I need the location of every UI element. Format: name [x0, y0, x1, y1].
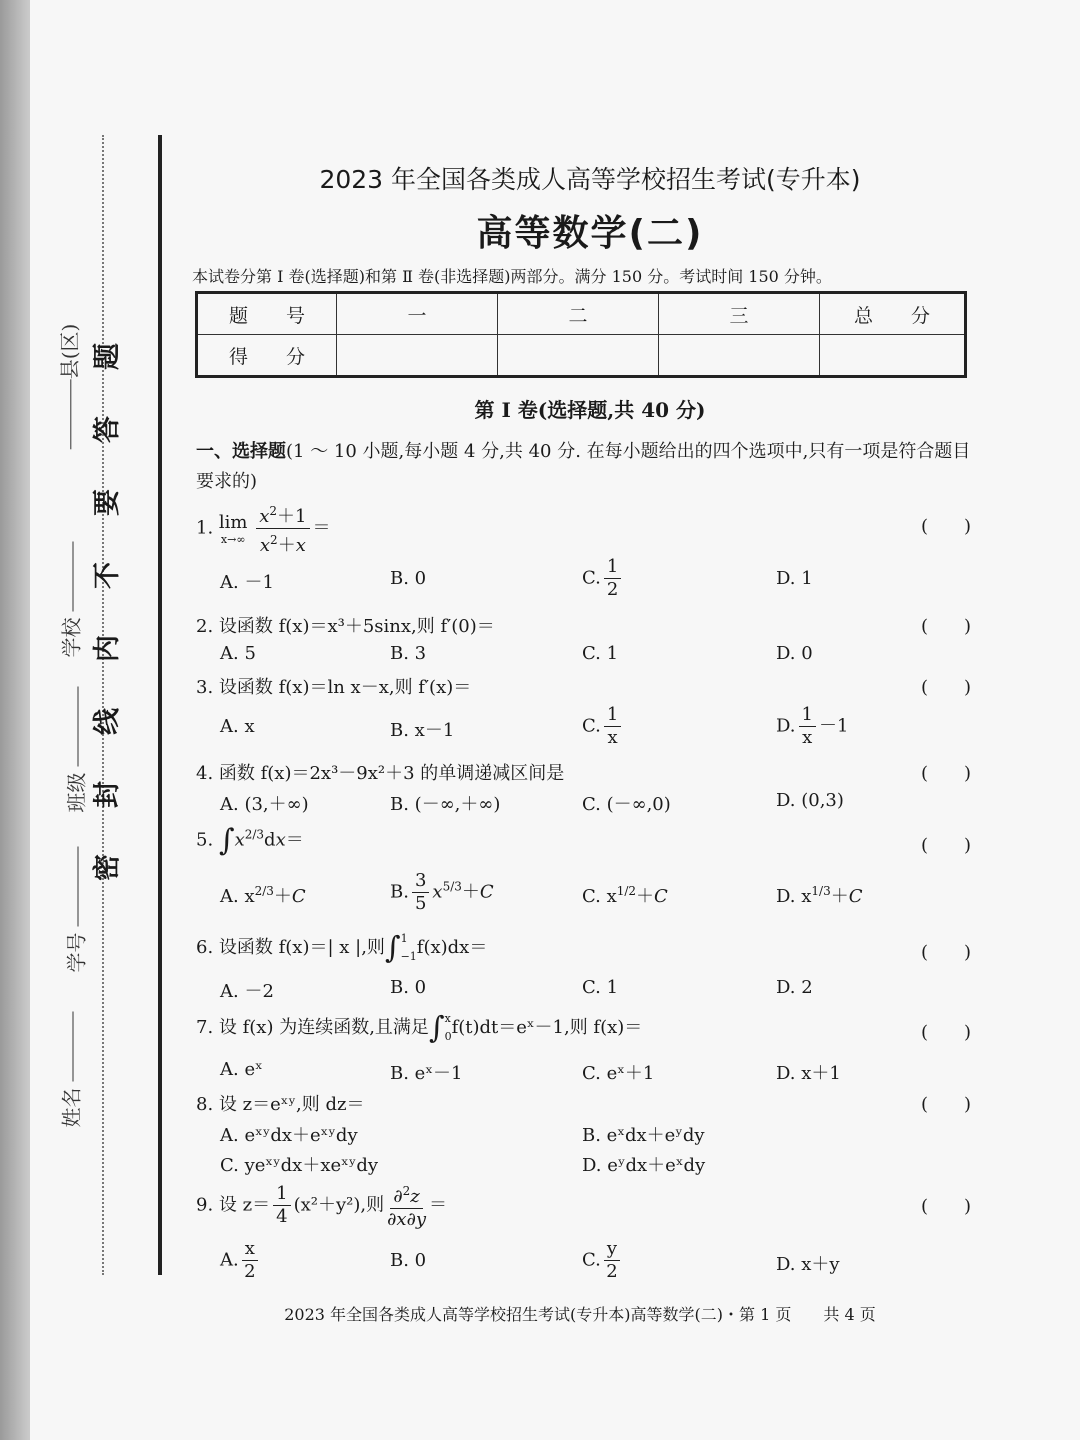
subject-title: 高等数学(二): [476, 213, 704, 254]
seal-char: 内: [91, 635, 123, 662]
q8-option-c: C. yeˣʸdx＋xeˣʸdy: [220, 1155, 379, 1176]
score-header-3: 三: [659, 293, 820, 335]
q3-option-c: C. $\frac{1}{x}$: [582, 704, 624, 749]
seal-char: 不: [91, 562, 123, 589]
question-7: 7. 设 f(x) 为连续函数,且满足∫ x 0 f(t)dt＝eˣ－1,则 f(x)＝ ( ): [196, 1010, 971, 1046]
q3-option-a: A. x: [220, 716, 255, 737]
q6-option-c: C. 1: [582, 977, 619, 998]
q1-option-d: D. 1: [776, 568, 813, 589]
seal-char: 封: [91, 781, 123, 808]
q9-option-a: A. $\frac{x}{2}$: [220, 1238, 261, 1283]
score-header-1: 一: [337, 293, 498, 335]
q6-option-b: B. 0: [390, 977, 427, 998]
q2-option-a: A. 5: [220, 643, 256, 664]
q8-option-b: B. eˣdx＋eʸdy: [582, 1125, 705, 1146]
exam-intro: 本试卷分第 Ⅰ 卷(选择题)和第 Ⅱ 卷(非选择题)两部分。满分 150 分。考试时间 150 分钟。: [192, 267, 832, 286]
seal-char: 要: [91, 489, 123, 516]
q9-option-d: D. x＋y: [776, 1254, 840, 1275]
score-header-label: 题 号: [197, 293, 337, 335]
score-table: [195, 291, 967, 378]
q9-option-b: B. 0: [390, 1250, 427, 1271]
seal-char: 线: [91, 708, 123, 735]
q6-option-a: A. －2: [220, 981, 274, 1002]
question-4: 4. 函数 f(x)＝2x³－9x²＋3 的单调递减区间是 ( ): [196, 763, 971, 784]
binding-solid-line: [158, 135, 162, 1275]
score-cell: [820, 335, 966, 377]
q2-option-c: C. 1: [582, 643, 619, 664]
score-cell: [498, 335, 659, 377]
q4-option-d: D. (0,3): [776, 790, 844, 811]
section-intro: 一、选择题(1 ～ 10 小题,每小题 4 分,共 40 分. 在每小题给出的四个选项中,只有一项是符合题目要求的): [196, 441, 971, 492]
q4-option-b: B. (－∞,＋∞): [390, 794, 501, 815]
student-id-field: 学号: [61, 847, 90, 973]
page-footer: 2023 年全国各类成人高等学校招生考试(专升本)高等数学(二)・第 1 页 共 4 页: [284, 1305, 876, 1324]
score-header-2: 二: [498, 293, 659, 335]
q7-option-a: A. eˣ: [220, 1059, 263, 1080]
q4-option-c: C. (－∞,0): [582, 794, 671, 815]
q3-option-b: B. x－1: [390, 720, 455, 741]
school-field: 学校: [56, 542, 85, 658]
q5-option-b: B. $\frac{3}{5}$ $x^{5/3}+C$: [390, 870, 494, 914]
seal-char: 题: [91, 343, 123, 370]
question-6: 6. 设函数 f(x)＝| x |,则∫ 1 −1 f(x)dx＝ ( ): [196, 930, 971, 966]
exam-title: 2023 年全国各类成人高等学校招生考试(专升本): [319, 165, 861, 194]
score-cell: [337, 335, 498, 377]
q9-option-c: C. $\frac{y}{2}$: [582, 1238, 623, 1283]
question-5: 5. $\int x^{2/3}dx=$ ( ): [196, 823, 971, 858]
seal-char: 密: [91, 854, 123, 881]
q4-option-a: A. (3,＋∞): [220, 794, 309, 815]
question-2: 2. 设函数 f(x)＝x³＋5sinx,则 f′(0)＝ ( ): [196, 616, 971, 637]
q3-option-d: D. $\frac{1}{x}$ －1: [776, 704, 849, 748]
question-1: 1. lim x→∞ $\frac{x^2+1}{x^2+x}$ ＝ ( ): [196, 500, 971, 557]
score-row-label: 得 分: [197, 335, 337, 377]
q2-option-b: B. 3: [390, 643, 427, 664]
q8-option-d: D. eʸdx＋eˣdy: [582, 1155, 706, 1176]
q7-option-b: B. eˣ－1: [390, 1063, 463, 1084]
question-8: 8. 设 z＝eˣʸ,则 dz＝ ( ): [196, 1094, 971, 1115]
question-3: 3. 设函数 f(x)＝ln x－x,则 f′(x)＝ ( ): [196, 677, 971, 698]
class-field: 班级: [61, 687, 90, 813]
seal-notice: [86, 320, 122, 904]
q2-option-d: D. 0: [776, 643, 813, 664]
name-field: 姓名: [56, 1012, 85, 1128]
part-title: 第 Ⅰ 卷(选择题,共 40 分): [474, 398, 706, 422]
q7-option-d: D. x＋1: [776, 1063, 841, 1084]
q1-option-a: A. －1: [220, 572, 274, 593]
q6-option-d: D. 2: [776, 977, 813, 998]
district-field: 县(区): [53, 324, 82, 456]
score-cell: [659, 335, 820, 377]
q1-option-b: B. 0: [390, 568, 427, 589]
question-9: 9. 设 z＝ $\frac{1}{4}$ (x²＋y²),则 $\frac{\partial^2z}{\partial x\partial y}$ ＝ ( ): [196, 1180, 971, 1231]
q5-option-d: D. $x^{1/3}+C$: [776, 884, 863, 907]
q8-option-a: A. eˣʸdx＋eˣʸdy: [220, 1125, 358, 1146]
score-header-total: 总 分: [820, 293, 966, 335]
q1-option-c: C. $\frac{1}{2}$: [582, 556, 624, 601]
q5-option-a: A. $x^{2/3}+C$: [220, 884, 306, 907]
q7-option-c: C. eˣ＋1: [582, 1063, 655, 1084]
q5-option-c: C. $x^{1/2}+C$: [582, 884, 668, 907]
seal-char: 答: [91, 416, 123, 443]
